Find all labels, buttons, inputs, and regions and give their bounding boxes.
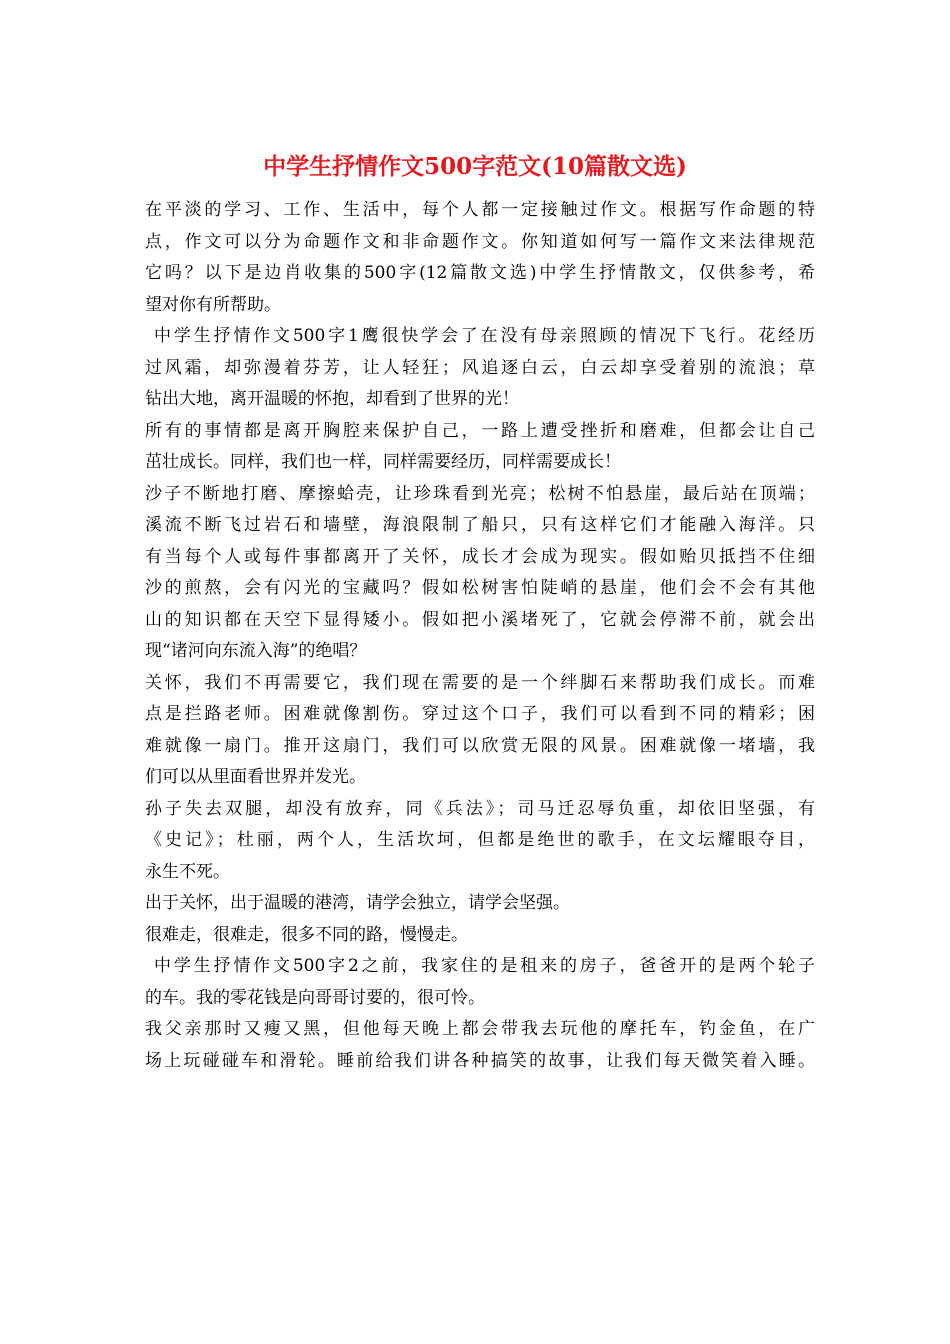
text-line: 的车。我的零花钱是向哥哥讨要的，很可怜。 xyxy=(145,987,485,1008)
text-line: 《史记》；杜丽，两个人，生活坎坷，但都是绝世的歌手，在文坛耀眼夺目， xyxy=(145,830,815,850)
text-line: 它吗？以下是边肖收集的500字(12篇散文选)中学生抒情散文，仅供参考，希 xyxy=(145,263,815,283)
text-line: 出于关怀，出于温暖的港湾，请学会独立，请学会坚强。 xyxy=(145,893,570,913)
text-line: 中学生抒情作文500字1鹰很快学会了在没有母亲照顾的情况下飞行。花经历 xyxy=(154,326,815,346)
text-line: 我父亲那时又瘦又黑，但他每天晚上都会带我去玩他的摩托车，钓金鱼，在广 xyxy=(145,1019,815,1039)
document-title: 中学生抒情作文500字范文(10篇散文选) xyxy=(263,153,687,180)
text-line: 过风霜，却弥漫着芬芳，让人轻狂；风追逐白云，白云却享受着别的流浪；草 xyxy=(145,357,815,378)
text-line: 溪流不断飞过岩石和墙壁，海浪限制了船只，只有这样它们才能融入海洋。只 xyxy=(145,515,815,535)
text-line: 茁壮成长。同样，我们也一样，同样需要经历，同样需要成长！ xyxy=(145,452,621,472)
text-line: 在平淡的学习、工作、生活中，每个人都一定接触过作文。根据写作命题的特 xyxy=(145,200,815,220)
text-line: 沙的煎熬，会有闪光的宝藏吗？假如松树害怕陡峭的悬崖，他们会不会有其他 xyxy=(145,578,815,598)
text-line: 点是拦路老师。困难就像割伤。穿过这个口子，我们可以看到不同的精彩；困 xyxy=(145,704,815,724)
text-line: 山的知识都在天空下显得矮小。假如把小溪堵死了，它就会停滞不前，就会出 xyxy=(145,609,815,630)
text-line: 所有的事情都是离开胸腔来保护自己，一路上遭受挫折和磨难，但都会让自己 xyxy=(145,420,815,441)
text-line: 孙子失去双腿，却没有放弃，同《兵法》；司马迁忍辱负重，却依旧坚强，有 xyxy=(145,798,815,819)
text-line: 中学生抒情作文500字2之前，我家住的是租来的房子，爸爸开的是两个轮子 xyxy=(154,956,815,976)
text-line: 关怀，我们不再需要它，我们现在需要的是一个绊脚石来帮助我们成长。而难 xyxy=(145,672,815,693)
text-line: 有当每个人或每件事都离开了关怀，成长才会成为现实。假如贻贝抵挡不住细 xyxy=(145,546,815,567)
text-line: 难就像一扇门。推开这扇门，我们可以欣赏无限的风景。困难就像一堵墙，我 xyxy=(145,735,815,756)
document-body xyxy=(145,195,815,1077)
text-line: 现“诸河向东流入海”的绝唱？ xyxy=(145,641,367,661)
text-line: 很难走，很难走，很多不同的路，慢慢走。 xyxy=(145,924,468,945)
text-line: 点，作文可以分为命题作文和非命题作文。你知道如何写一篇作文来法律规范 xyxy=(145,231,815,252)
text-line: 场上玩碰碰车和滑轮。睡前给我们讲各种搞笑的故事，让我们每天微笑着入睡。 xyxy=(145,1050,815,1071)
text-line: 们可以从里面看世界并发光。 xyxy=(145,767,366,787)
text-line: 钻出大地，离开温暖的怀抱，却看到了世界的光！ xyxy=(145,389,519,409)
text-line: 望对你有所帮助。 xyxy=(145,294,281,315)
text-line: 沙子不断地打磨、摩擦蛤壳，让珍珠看到光亮；松树不怕悬崖，最后站在顶端； xyxy=(145,483,815,504)
text-line: 永生不死。 xyxy=(145,861,230,882)
